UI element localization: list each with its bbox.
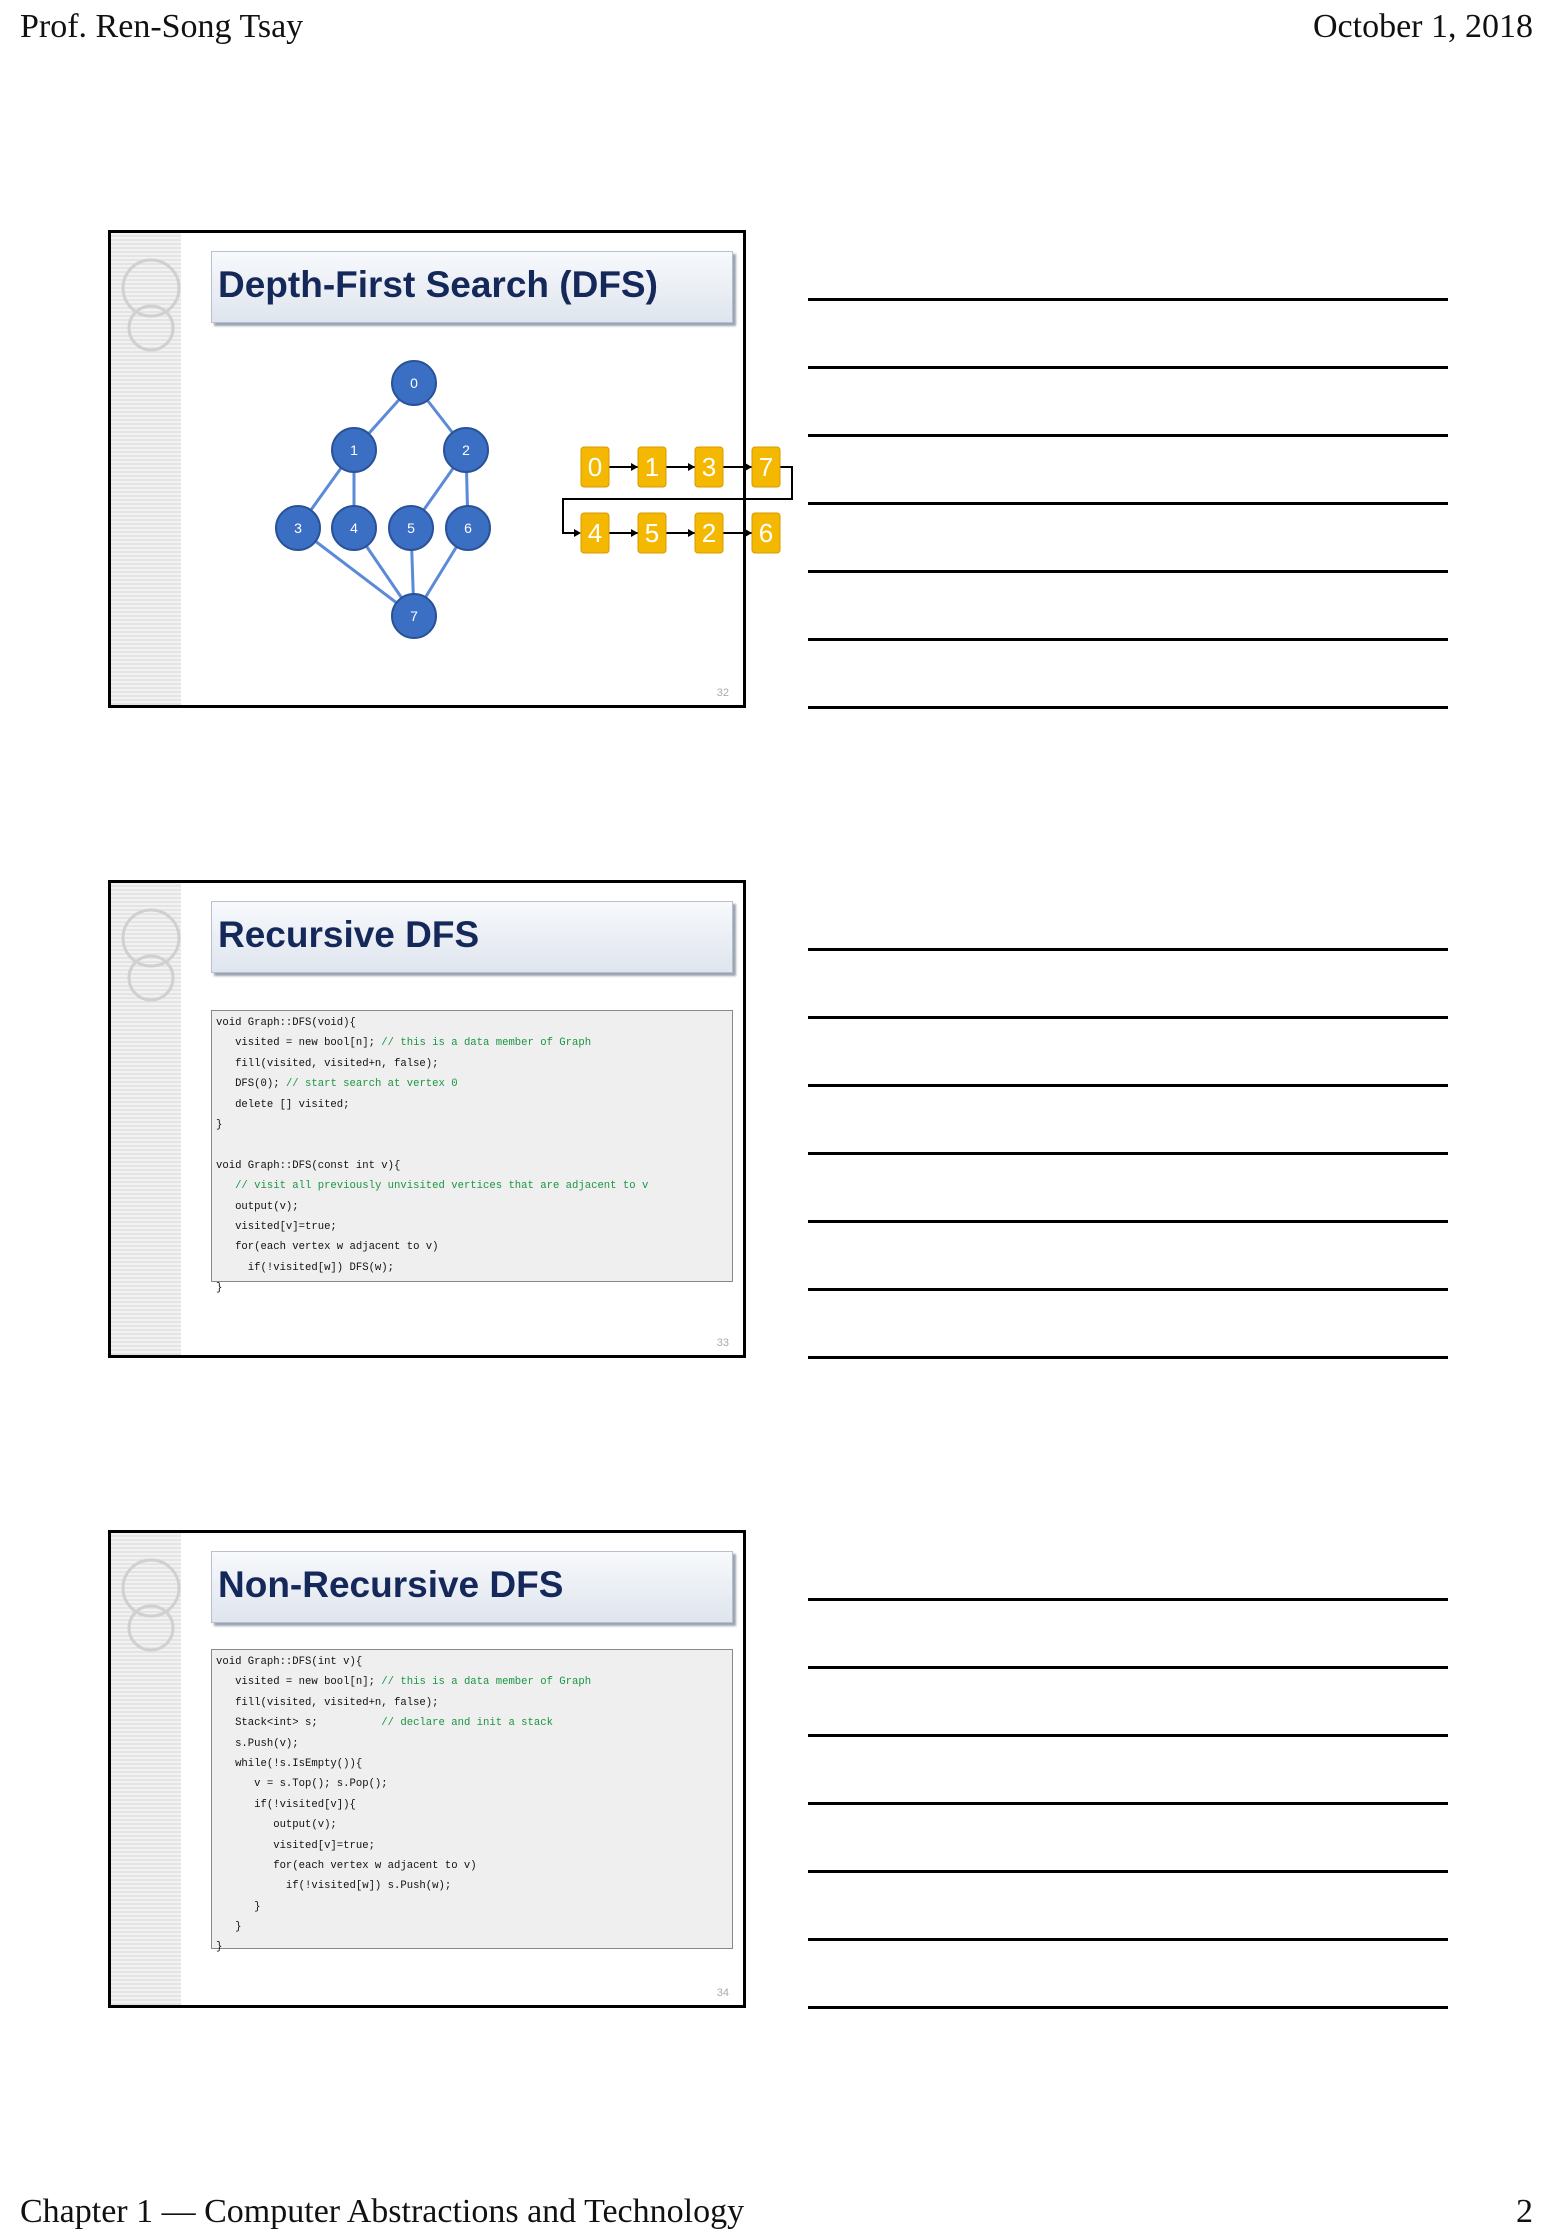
slide-decor-band: [111, 883, 181, 1355]
slide-title: Recursive DFS: [218, 914, 480, 955]
graph-node-label: 6: [464, 520, 472, 536]
code-block: [211, 1649, 733, 1954]
order-arrowhead: [745, 463, 752, 471]
code-line: for(each vertex w adjacent to v): [216, 1859, 477, 1872]
note-line: [808, 434, 1448, 437]
header-date: October 1, 2018: [1312, 8, 1533, 45]
order-arrowhead: [574, 529, 581, 537]
dfs-graph-diagram: [181, 363, 774, 703]
order-arrowhead: [688, 463, 695, 471]
code-line: }: [216, 1921, 242, 1934]
note-line: [808, 1598, 1448, 1601]
code-line: v = s.Top(); s.Pop();: [216, 1778, 388, 1791]
slide-title: Non-Recursive DFS: [218, 1564, 564, 1605]
graph-node-label: 3: [294, 520, 302, 536]
note-line: [808, 638, 1448, 641]
slide-decor-band: [111, 233, 181, 705]
order-box-label: 0: [587, 452, 603, 482]
order-box-label: 5: [644, 518, 660, 548]
slide-title-box: [211, 251, 733, 323]
code-line: visited[v]=true;: [216, 1839, 375, 1852]
footer-chapter: Chapter 1 — Computer Abstractions and Technology: [20, 2193, 745, 2230]
code-comment: // start search at vertex 0: [285, 1078, 458, 1091]
order-box-label: 1: [644, 452, 660, 482]
note-line: [808, 1152, 1448, 1155]
code-line: }: [216, 1900, 261, 1913]
note-line: [808, 2006, 1448, 2009]
code-line: delete [] visited;: [216, 1098, 350, 1111]
code-line: for(each vertex w adjacent to v): [216, 1241, 439, 1254]
order-box-label: 2: [701, 518, 717, 548]
note-line: [808, 298, 1448, 301]
header-author: Prof. Ren-Song Tsay: [20, 8, 304, 45]
graph-node-label: 5: [407, 520, 415, 536]
code-line: visited = new bool[n]; // this is a data member of Graph: [216, 1676, 592, 1689]
code-line: output(v);: [216, 1819, 337, 1832]
slide-number: 34: [716, 1987, 729, 1999]
note-line: [808, 502, 1448, 505]
code-line: [216, 1135, 732, 1155]
graph-node-label: 1: [350, 442, 358, 458]
code-line: visited[v]=true;: [216, 1220, 337, 1233]
code-line: [216, 1176, 732, 1196]
note-line: [808, 1288, 1448, 1291]
code-line: while(!s.IsEmpty()){: [216, 1757, 363, 1770]
code-line: fill(visited, visited+n, false);: [216, 1057, 439, 1070]
code-line: if(!visited[w]) s.Push(w);: [216, 1880, 452, 1893]
order-box-label: 3: [701, 452, 717, 482]
slide-number: 32: [716, 687, 729, 699]
slide-decor-band: [111, 1533, 181, 2005]
code-comment: // visit all previously unvisited vertices that are adjacent to v: [235, 1180, 649, 1193]
note-line: [808, 706, 1448, 709]
code-line: }: [216, 1118, 223, 1131]
graph-node-label: 4: [350, 520, 358, 536]
note-line: [808, 1356, 1448, 1359]
order-box-label: 7: [758, 452, 774, 482]
slide-dfs: [108, 230, 774, 708]
note-line: [808, 1016, 1448, 1019]
code-line: visited = new bool[n]; // this is a data member of Graph: [216, 1037, 592, 1050]
note-line: [808, 1666, 1448, 1669]
code-line: }: [216, 1282, 223, 1295]
note-line: [808, 366, 1448, 369]
slide-title-box: [211, 901, 733, 973]
slide-nonrecursive-dfs: [108, 1530, 746, 2008]
code-line: void Graph::DFS(int v){: [216, 1656, 363, 1668]
code-comment: // this is a data member of Graph: [381, 1676, 592, 1689]
footer-page-number: 2: [1516, 2193, 1533, 2230]
note-line: [808, 1870, 1448, 1873]
note-line: [808, 1084, 1448, 1087]
note-line: [808, 1938, 1448, 1941]
slide-number: 33: [716, 1337, 729, 1349]
code-line: output(v);: [216, 1200, 299, 1213]
order-box-label: 4: [587, 518, 603, 548]
code-line: fill(visited, visited+n, false);: [216, 1696, 439, 1709]
order-arrowhead: [631, 463, 638, 471]
code-block: [211, 1010, 733, 1295]
code-comment: // declare and init a stack: [381, 1717, 553, 1730]
slide-title: Depth-First Search (DFS): [218, 264, 658, 305]
slide-recursive-dfs: [108, 880, 746, 1358]
note-line: [808, 1220, 1448, 1223]
order-arrowhead: [688, 529, 695, 537]
note-line: [808, 1802, 1448, 1805]
code-line: if(!visited[v]){: [216, 1798, 356, 1811]
graph-node-label: 7: [410, 608, 418, 624]
code-line: }: [216, 1941, 223, 1954]
slide-title-box: [211, 1551, 733, 1623]
code-line: void Graph::DFS(void){: [216, 1017, 356, 1029]
code-line: Stack<int> s; // declare and init a stack: [216, 1717, 553, 1730]
note-line: [808, 1734, 1448, 1737]
code-line: void Graph::DFS(const int v){: [216, 1159, 401, 1172]
order-box-label: 6: [758, 518, 774, 548]
graph-node-label: 0: [410, 375, 418, 391]
order-arrowhead: [631, 529, 638, 537]
code-line: if(!visited[w]) DFS(w);: [216, 1261, 395, 1274]
graph-node-label: 2: [462, 442, 470, 458]
code-comment: // this is a data member of Graph: [381, 1037, 592, 1050]
order-arrowhead: [745, 529, 752, 537]
code-line: s.Push(v);: [216, 1737, 299, 1750]
code-line: DFS(0); // start search at vertex 0: [216, 1078, 458, 1091]
note-line: [808, 948, 1448, 951]
note-line: [808, 570, 1448, 573]
